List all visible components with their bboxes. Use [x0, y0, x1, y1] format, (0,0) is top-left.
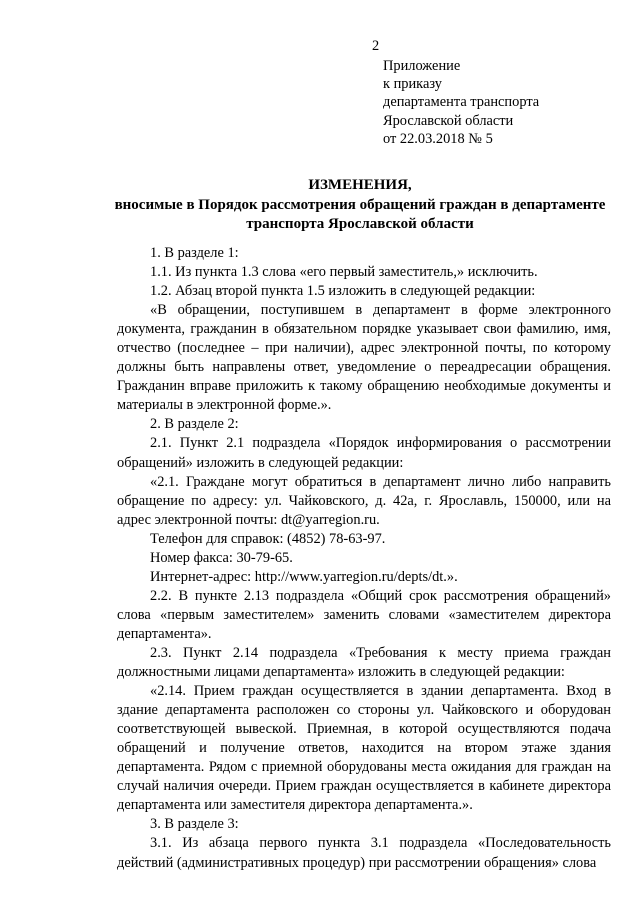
- document-body: [117, 244, 611, 873]
- paragraph: 2.1. Пункт 2.1 подраздела «Порядок информирования о рассмотрении обращений» изложить в следующей редакции:: [117, 435, 611, 471]
- page-number: 2: [372, 38, 380, 54]
- paragraph: 1.2. Абзац второй пункта 1.5 изложить в следующей редакции:: [150, 283, 536, 300]
- appendix-block: [383, 57, 539, 148]
- paragraph: 3. В разделе 3:: [150, 816, 239, 833]
- appendix-line: Ярославской области: [383, 112, 514, 129]
- paragraph: 2.3. Пункт 2.14 подраздела «Требования к месту приема граждан должностными лицами департамента» изложить в следующей редакции:: [117, 644, 611, 681]
- paragraph: Номер факса: 30-79-65.: [150, 549, 293, 566]
- paragraph: Телефон для справок: (4852) 78-63-97.: [150, 530, 386, 547]
- appendix-line: от 22.03.2018 № 5: [383, 130, 493, 147]
- title-subheading: вносимые в Порядок рассмотрения обращений граждан в департаменте транспорта Ярославской области: [114, 196, 606, 232]
- appendix-line: Приложение: [383, 58, 461, 74]
- paragraph: 3.1. Из абзаца первого пункта 3.1 подраздела «Последовательность действий (административных процедур) при рассмотрении обращения» слова: [117, 835, 611, 871]
- paragraph: «В обращении, поступившем в департамент в форме электронного документа, гражданин в обязательном порядке указывает свои фамилию, имя, отчество (последнее – при наличии), адрес электронной почты, по которому должны быть направлены ответ, уведомление о переадресации обращения. Гражданин вправе приложить к такому обращению необходимые документы и материалы в электронной форме.».: [117, 302, 611, 414]
- paragraph: «2.14. Прием граждан осуществляется в здании департамента. Вход в здание департамента расположен со стороны ул. Чайковского и оборудован соответствующей вывеской. Приемная, в которой осуществляются подача обращений и получение ответов, находится на втором этаже здания департамента. Рядом с приемной оборудованы места ожидания для граждан на случай наличия очереди. Прием граждан осуществляется в кабинете директора департамента или заместителя директора департамента.».: [117, 683, 611, 814]
- paragraph: Интернет-адрес: http://www.yarregion.ru/depts/dt.».: [150, 568, 458, 585]
- paragraph: 1. В разделе 1:: [150, 245, 239, 261]
- paragraph: 1.1. Из пункта 1.3 слова «его первый заместитель,» исключить.: [150, 264, 538, 281]
- paragraph: 2. В разделе 2:: [150, 416, 239, 433]
- title-heading: ИЗМЕНЕНИЯ,: [308, 177, 412, 193]
- appendix-line: к приказу: [383, 76, 442, 93]
- paragraph: «2.1. Граждане могут обратиться в департамент лично либо направить обращение по адресу: ул. Чайковского, д. 42а, г. Ярославль, 150000, или на адрес электронной почты: dt@yarregion.ru.: [117, 473, 611, 528]
- appendix-line: департамента транспорта: [383, 94, 540, 111]
- paragraph: 2.2. В пункте 2.13 подраздела «Общий срок рассмотрения обращений» слова «первым заместителем» заменить словами «заместителем директора департамента».: [117, 587, 611, 642]
- document-title: [100, 176, 620, 235]
